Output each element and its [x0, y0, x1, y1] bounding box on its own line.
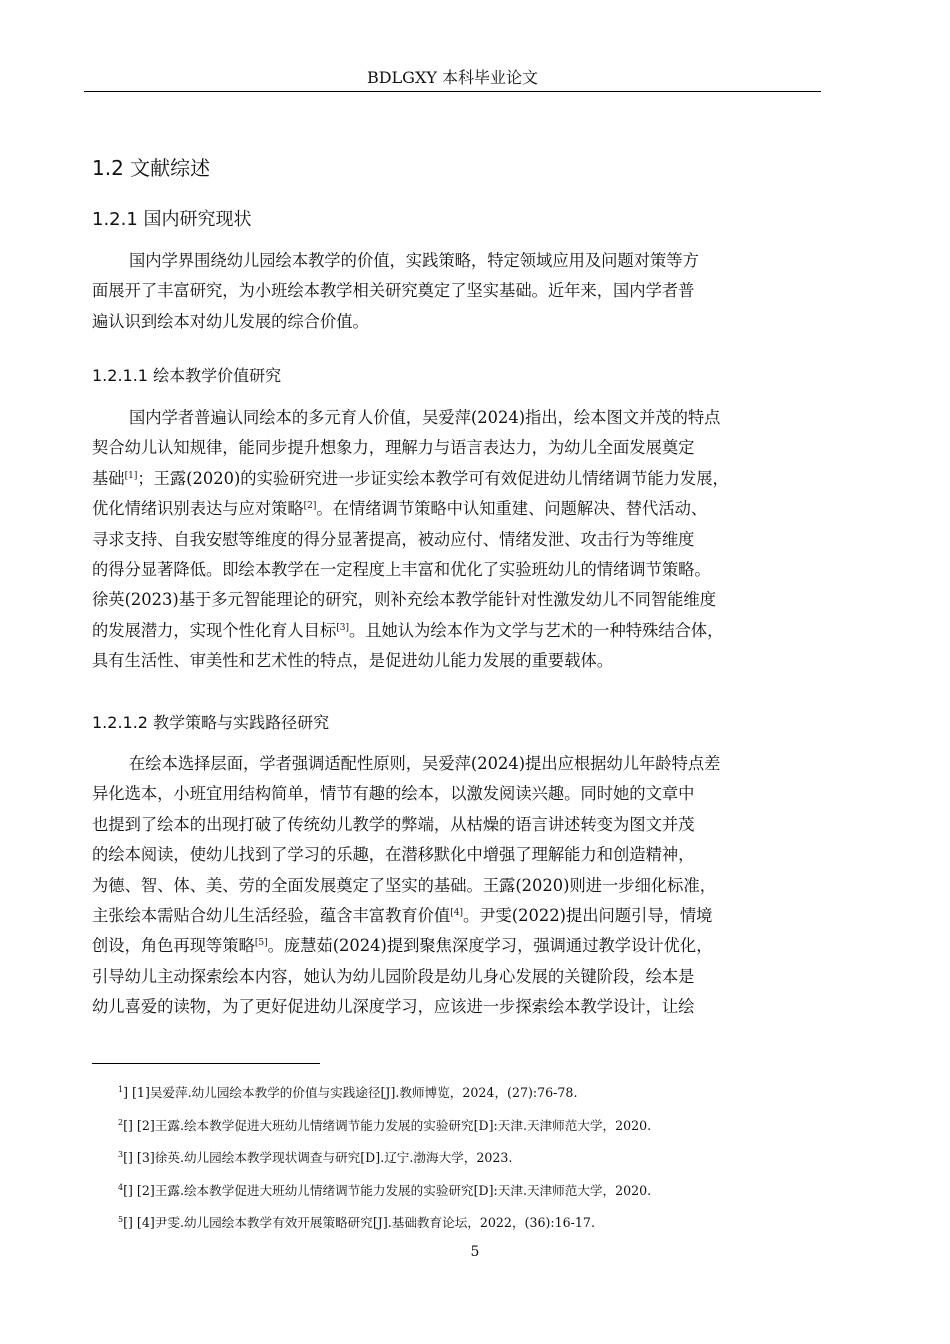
paragraph-line — [92, 433, 824, 463]
paragraph-line — [92, 555, 824, 585]
footnote-rule — [92, 1063, 320, 1064]
footnote-marker: 1 — [118, 1085, 124, 1094]
footnote-bracket: [] — [123, 1150, 133, 1165]
section-heading: 1.2 文献综述 — [92, 156, 211, 180]
text-run: 主张绘本需贴合幼儿生活经验，蕴含丰富教育价值 — [92, 906, 451, 926]
running-header: BDLGXY 本科毕业论文 — [366, 68, 539, 87]
text-run: 幼儿喜爱的读物，为了更好促进幼儿深度学习，应该进一步探索绘本教学设计，让绘 — [92, 997, 695, 1017]
footnote-text: [2]王露.绘本教学促进大班幼儿情绪调节能力发展的实验研究[D]:天津.天津师范大学，2020. — [132, 1117, 652, 1133]
footnote-bracket: [] — [123, 1215, 133, 1230]
footnote-text: [4]尹雯.幼儿园绘本教学有效开展策略研究[J].基础教育论坛，2022，(36):16-17. — [132, 1215, 595, 1230]
footnote-marker: 4 — [118, 1182, 124, 1192]
footnote-bracket: [] — [123, 1117, 133, 1133]
citation-mark[interactable]: [5] — [254, 938, 268, 949]
text-run: 的发展潜力，实现个性化育人目标 — [92, 620, 337, 640]
footnote-item — [118, 1147, 651, 1180]
paragraph-line — [92, 779, 824, 809]
sub1-heading: 1.2.1.1 绘本教学价值研究 — [92, 366, 282, 385]
text-run: 为德、智、体、美、劳的全面发展奠定了坚实的基础。王露(2020)则进一步细化标准， — [92, 875, 716, 895]
text-run: 也提到了绘本的出现打破了传统幼儿教学的弊端，从枯燥的语言讲述转变为图文并茂 — [92, 814, 695, 834]
footnote-marker: 5 — [118, 1215, 124, 1224]
citation-mark[interactable]: [3] — [336, 622, 349, 633]
text-run: 契合幼儿认知规律，能同步提升想象力，理解力与语言表达力，为幼儿全面发展奠定 — [92, 438, 695, 458]
text-run: 国内学者普遍认同绘本的多元育人价值，吴爱萍(2024)指出，绘本图文并茂的特点 — [129, 408, 721, 427]
paragraph-line — [92, 931, 824, 961]
text-run: 引导幼儿主动探索绘本内容，她认为幼儿园阶段是幼儿身心发展的关键阶段，绘本是 — [92, 966, 695, 986]
subsection-heading: 1.2.1 国内研究现状 — [92, 209, 252, 230]
paragraph-line — [92, 749, 824, 779]
paragraph-line: 国内学界围绕幼儿园绘本教学的价值，实践策略，特定领域应用及问题对策等方 — [129, 251, 699, 270]
footnote-text: [1]吴爱萍.幼儿园绘本教学的价值与实践途径[J].教师博览，2024，(27):76-78. — [128, 1085, 578, 1100]
text-run: 基础 — [92, 468, 125, 488]
paragraph-line — [92, 962, 824, 992]
footnotes — [118, 1082, 651, 1245]
footnote-marker: 3 — [118, 1150, 124, 1159]
text-run: 在绘本选择层面，学者强调适配性原则，吴爱萍(2024)提出应根据幼儿年龄特点差 — [129, 754, 721, 773]
text-run: 。且她认为绘本作为文学与艺术的一种特殊结合体， — [348, 620, 724, 640]
footnote-bracket: ] — [123, 1085, 129, 1100]
paragraph-line — [92, 403, 824, 433]
text-run: 异化选本，小班宜用结构简单，情节有趣的绘本，以激发阅读兴趣。同时她的文章中 — [92, 784, 695, 804]
citation-mark[interactable]: [4] — [450, 908, 463, 919]
text-run: 徐英(2023)基于多元智能理论的研究，则补充绘本教学能针对性激发幼儿不同智能维度 — [92, 590, 716, 610]
text-run: 。尹雯(2022)提出问题引导，情境 — [462, 906, 713, 926]
text-run: 优化情绪识别表达与应对策略 — [92, 499, 304, 519]
footnote-item — [118, 1082, 651, 1115]
paragraph-line — [92, 901, 824, 931]
paragraph-line — [92, 525, 824, 555]
page-number: 5 — [470, 1244, 480, 1260]
text-run: 寻求支持、自我安慰等维度的得分显著提高，被动应付、情绪发泄、攻击行为等维度 — [92, 529, 695, 549]
text-run: 创设，角色再现等策略 — [92, 936, 255, 956]
sub2-paragraph — [92, 749, 824, 1023]
footnote-text: [3]徐英.幼儿园绘本教学现状调查与研究[D].辽宁.渤海大学，2023. — [132, 1150, 513, 1165]
sub2-heading: 1.2.1.2 教学策略与实践路径研究 — [92, 713, 330, 732]
paragraph-line — [92, 646, 824, 676]
paragraph-line — [92, 464, 824, 494]
footnote-bracket: [] — [123, 1182, 133, 1198]
footnote-text: [2]王露.绘本教学促进大班幼儿情绪调节能力发展的实验研究[D]:天津.天津师范大学，2020. — [132, 1182, 652, 1198]
citation-mark[interactable]: [1] — [124, 470, 138, 481]
footnote-item — [118, 1115, 651, 1148]
footnote-item — [118, 1180, 651, 1213]
intro-paragraph — [92, 246, 824, 337]
text-run: 。在情绪调节策略中认知重建、问题解决、替代活动、 — [316, 499, 708, 519]
header-rule — [84, 91, 821, 92]
paragraph-line — [92, 585, 824, 615]
paragraph-line — [92, 616, 824, 646]
sub1-paragraph — [92, 403, 824, 677]
paragraph-line — [92, 871, 824, 901]
text-run: ；王露(2020)的实验研究进一步证实绘本教学可有效促进幼儿情绪调节能力发展， — [137, 468, 729, 488]
text-run: 。庞慧茹(2024)提到聚焦深度学习，强调通过教学设计优化， — [267, 936, 713, 956]
text-run: 具有生活性、审美性和艺术性的特点，是促进幼儿能力发展的重要载体。 — [92, 651, 614, 671]
paragraph-line: 遍认识到绘本对幼儿发展的综合价值。 — [92, 311, 369, 331]
citation-mark[interactable]: [2] — [303, 501, 317, 512]
paragraph-line — [92, 840, 824, 870]
text-run: 的得分显著降低。即绘本教学在一定程度上丰富和优化了实验班幼儿的情绪调节策略。 — [92, 560, 711, 580]
paragraph-line: 面展开了丰富研究，为小班绘本教学相关研究奠定了坚实基础。近年来，国内学者普 — [92, 281, 695, 301]
footnote-item — [118, 1212, 651, 1245]
paragraph-line — [92, 494, 824, 524]
text-run: 的绘本阅读，使幼儿找到了学习的乐趣，在潜移默化中增强了理解能力和创造精神， — [92, 845, 695, 865]
footnote-marker: 2 — [118, 1117, 124, 1127]
paragraph-line — [92, 992, 824, 1022]
paragraph-line — [92, 810, 824, 840]
